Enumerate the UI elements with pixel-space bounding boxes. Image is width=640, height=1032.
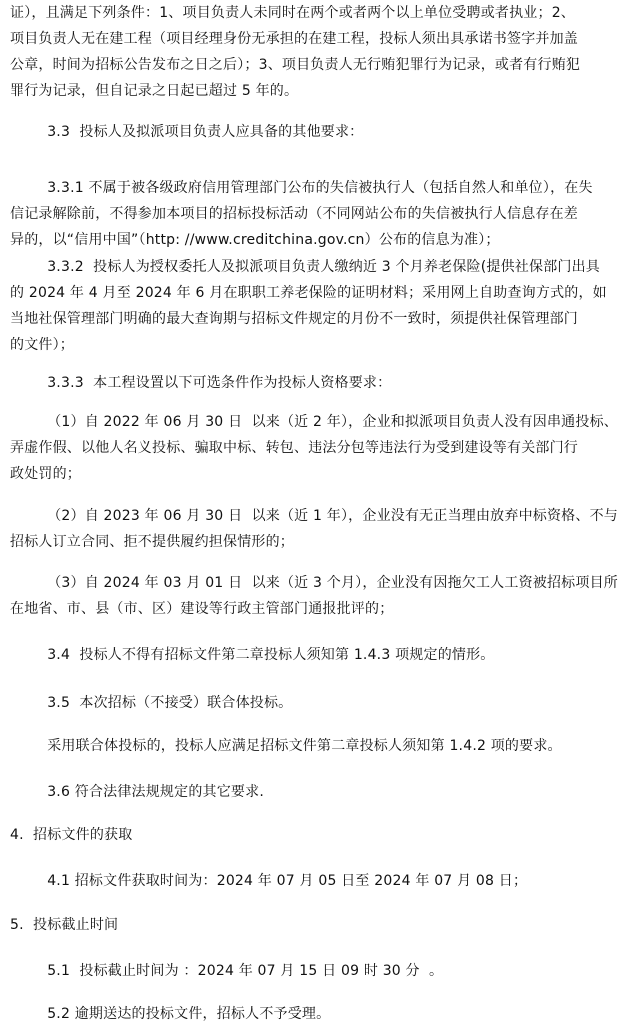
text-line: 当地社保管理部门明确的最大查询期与招标文件规定的月份不一致时，须提供社保管理部门	[10, 311, 578, 327]
text-line: 5.2 逾期送达的投标文件，招标人不予受理。	[10, 1006, 331, 1022]
paragraph-conditions-cont	[10, 0, 630, 104]
text-line: 采用联合体投标的，投标人应满足招标文件第二章投标人须知第 1.4.2 项的要求。	[10, 738, 562, 754]
paragraph-4-1	[10, 868, 630, 894]
text-line: 5.1 投标截止时间为 ：2024 年 07 月 15 日 09 时 30 分 。	[10, 963, 444, 979]
text-line: 信记录解除前，不得参加本项目的招标投标活动（不同网站公布的失信被执行人信息存在差	[10, 206, 578, 222]
text-line: 公章，时间为招标公告发布之日之后）；3、项目负责人无行贿犯罪行为记录，或者有行贿犯	[10, 57, 581, 73]
paragraph-3-3-3	[10, 370, 630, 396]
text-line: （2）自 2023 年 06 月 30 日 以来（近 1 年），企业没有无正当理由放弃中标资格、不与	[10, 508, 618, 524]
text-line: （3）自 2024 年 03 月 01 日 以来（近 3 个月），企业没有因拖欠工人工资被招标项目所	[10, 575, 618, 591]
paragraph-3-3-2	[10, 254, 630, 358]
text-line: 的 2024 年 4 月至 2024 年 6 月在职职工养老保险的证明材料；采用网上自助查询方式的，如	[10, 285, 607, 301]
paragraph-3-5	[10, 690, 630, 716]
text-line: 3.3.2 投标人为授权委托人及拟派项目负责人缴纳近 3 个月养老保险(提供社保部门出具	[10, 259, 600, 275]
paragraph-condition-3	[10, 570, 630, 622]
text-line: （1）自 2022 年 06 月 30 日 以来（近 2 年），企业和拟派项目负责人没有因串通投标、	[10, 414, 618, 430]
text-line: 3.4 投标人不得有招标文件第二章投标人须知第 1.4.3 项规定的情形。	[10, 647, 495, 663]
paragraph-3-6	[10, 779, 630, 805]
text-line: 3.5 本次招标（不接受）联合体投标。	[10, 695, 293, 711]
text-line: 在地省、市、县（市、区）建设等行政主管部门通报批评的；	[10, 601, 394, 617]
text-line: 罪行为记录，但自记录之日起已超过 5 年的。	[10, 83, 299, 99]
text-line: 的文件）；	[10, 337, 74, 353]
paragraph-joint-bid	[10, 733, 630, 759]
text-line: 5. 投标截止时间	[10, 917, 119, 933]
paragraph-condition-1	[10, 409, 630, 487]
paragraph-5-1	[10, 958, 630, 984]
text-line: 4. 招标文件的获取	[10, 827, 133, 843]
text-line: 4.1 招标文件获取时间为：2024 年 07 月 05 日至 2024 年 07 月 08 日；	[10, 873, 528, 889]
section-heading-4	[10, 822, 630, 848]
section-heading-5	[10, 912, 630, 938]
paragraph-condition-2	[10, 503, 630, 555]
paragraph-3-3-heading	[10, 119, 630, 145]
text-line: 异的，以“信用中国”（http: //www.creditchina.gov.cn）公布的信息为准）；	[10, 232, 500, 248]
text-line: 弄虚作假、以他人名义投标、骗取中标、转包、违法分包等违法行为受到建设等有关部门行	[10, 440, 578, 456]
text-line: 3.6 符合法律法规规定的其它要求.	[10, 784, 264, 800]
paragraph-5-2	[10, 1001, 630, 1027]
paragraph-3-4	[10, 642, 630, 668]
text-line: 政处罚的；	[10, 466, 81, 482]
text-line: 3.3.3 本工程设置以下可选条件作为投标人资格要求：	[10, 375, 392, 391]
text-line: 招标人订立合同、拒不提供履约担保情形的；	[10, 534, 294, 550]
text-line: 证），且满足下列条件：1、项目负责人未同时在两个或者两个以上单位受聘或者执业；2、	[10, 5, 576, 21]
text-line: 3.3 投标人及拟派项目负责人应具备的其他要求：	[10, 124, 364, 140]
text-line: 项目负责人无在建工程（项目经理身份无承担的在建工程，投标人须出具承诺书签字并加盖	[10, 31, 578, 47]
paragraph-3-3-1	[10, 175, 630, 253]
text-line: 3.3.1 不属于被各级政府信用管理部门公布的失信被执行人（包括自然人和单位），在失	[10, 180, 593, 196]
